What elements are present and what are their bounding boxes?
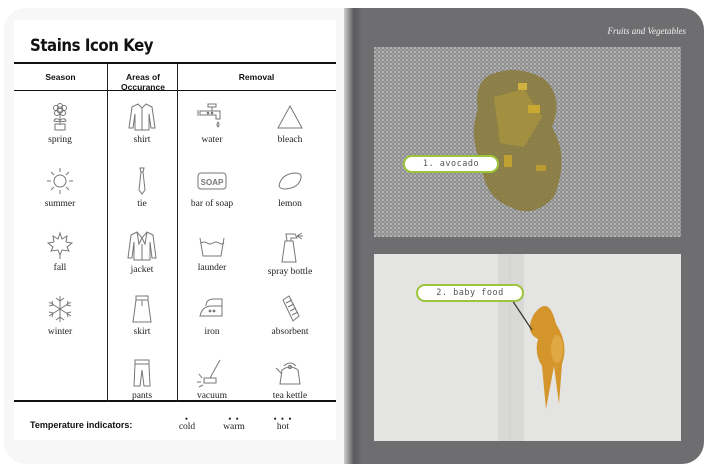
iron-icon — [196, 294, 228, 324]
pants-icon — [127, 358, 157, 388]
temperature-cold — [172, 416, 202, 432]
header-rule-top — [14, 62, 336, 64]
avocado-stain-image — [374, 47, 681, 237]
removal-label: tea kettle — [272, 391, 308, 401]
temperature-dots: • • — [228, 414, 240, 424]
removal-vacuum — [172, 358, 252, 401]
temperature-value: hot — [276, 422, 290, 432]
season-label: winter — [47, 327, 73, 337]
removal-label: bar of soap — [190, 199, 234, 209]
season-label: fall — [53, 263, 67, 273]
removal-lemon — [250, 166, 330, 209]
season-spring — [20, 102, 100, 145]
temperature-dots: • — [184, 414, 190, 424]
baby-food-callout: 2. baby food — [416, 284, 524, 302]
shirt-icon — [127, 102, 157, 132]
season-fall — [20, 230, 100, 273]
book-gutter — [344, 8, 362, 464]
removal-header: Removal — [238, 72, 275, 82]
season-label: summer — [44, 199, 76, 209]
removal-spray-bottle — [250, 230, 330, 277]
area-jacket — [102, 230, 182, 275]
washtub-icon — [197, 230, 227, 260]
temperature-label: Temperature indicators: — [30, 420, 133, 430]
season-winter — [20, 294, 100, 337]
jacket-icon — [126, 230, 158, 262]
season-label: spring — [48, 135, 72, 145]
running-head: Fruits and Vegetables — [607, 26, 686, 36]
area-label: skirt — [133, 327, 151, 337]
season-summer — [20, 166, 100, 209]
faucet-icon — [196, 102, 228, 132]
snowflake-icon — [45, 294, 75, 324]
stains-icon-key-card — [14, 20, 336, 440]
area-label: shirt — [133, 135, 151, 145]
removal-bleach — [250, 102, 330, 145]
page-title: Stains Icon Key — [30, 36, 154, 56]
removal-tea-kettle — [250, 358, 330, 401]
sun-icon — [45, 166, 75, 196]
tie-icon — [127, 166, 157, 196]
removal-label: lemon — [278, 199, 302, 209]
removal-label: iron — [204, 327, 220, 337]
removal-label: absorbent — [271, 327, 309, 337]
areas-header: Areas of Occurance — [121, 72, 165, 92]
baby-food-stain-image — [374, 254, 681, 441]
area-label: pants — [131, 391, 153, 401]
temperature-dots: • • • — [273, 414, 293, 424]
removal-label: water — [201, 135, 223, 145]
season-header: Season — [45, 72, 76, 82]
removal-bar-of-soap — [172, 166, 252, 209]
area-pants — [102, 358, 182, 401]
skirt-icon — [127, 294, 157, 324]
temperature-hot — [268, 416, 298, 432]
removal-absorbent — [250, 294, 330, 337]
flower-icon — [45, 102, 75, 132]
area-label: jacket — [130, 265, 154, 275]
header-rule-bottom — [14, 90, 336, 91]
kettle-icon — [274, 358, 306, 388]
removal-label: bleach — [277, 135, 303, 145]
temperature-value: warm — [223, 422, 245, 432]
area-skirt — [102, 294, 182, 337]
vacuum-icon — [196, 358, 228, 388]
area-tie — [102, 166, 182, 209]
absorbent-icon — [275, 294, 305, 324]
temperature-value: cold — [178, 422, 196, 432]
removal-water — [172, 102, 252, 145]
removal-label: spray bottle — [267, 267, 313, 277]
soap-icon — [196, 166, 228, 196]
removal-label: vacuum — [196, 391, 228, 401]
soap-icon-text: SOAP — [200, 178, 224, 187]
avocado-callout: 1. avocado — [403, 155, 499, 173]
area-shirt — [102, 102, 182, 145]
temperature-warm — [217, 416, 251, 432]
avocado-stain-photo — [374, 47, 681, 237]
area-label: tie — [137, 199, 147, 209]
removal-label: launder — [197, 263, 227, 273]
baby-food-stain-photo — [374, 254, 681, 441]
spray-bottle-icon — [275, 230, 305, 264]
lemon-icon — [275, 166, 305, 196]
removal-launder — [172, 230, 252, 273]
leaf-icon — [45, 230, 75, 260]
removal-iron — [172, 294, 252, 337]
triangle-icon — [275, 102, 305, 132]
